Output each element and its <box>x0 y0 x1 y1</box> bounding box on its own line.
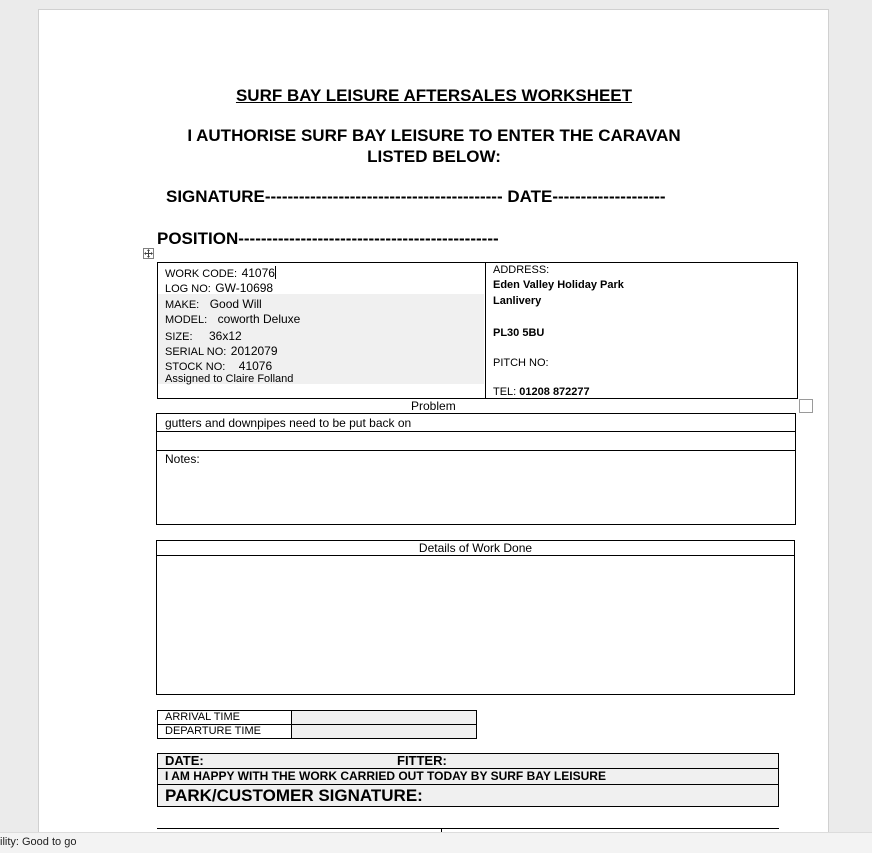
size-label: SIZE: <box>165 331 193 343</box>
serial-label: SERIAL NO: <box>165 346 227 358</box>
authorisation-line-2: LISTED BELOW: <box>367 147 501 166</box>
address-postcode[interactable]: PL30 5BU <box>493 327 545 339</box>
text-cursor <box>275 266 276 279</box>
problem-row-divider-2 <box>156 450 796 451</box>
telephone-value: 01208 872277 <box>519 386 590 398</box>
signoff-date-label[interactable]: DATE: <box>165 753 204 768</box>
work-code-value: 41076 <box>241 266 275 280</box>
work-done-header: Details of Work Done <box>418 541 533 555</box>
pitch-no-label[interactable]: PITCH NO: <box>493 357 549 369</box>
departure-time-label: DEPARTURE TIME <box>165 725 261 737</box>
work-code-label: WORK CODE: <box>165 268 238 280</box>
arrival-time-label: ARRIVAL TIME <box>165 711 240 723</box>
notes-label[interactable]: Notes: <box>165 452 200 466</box>
address-line-2[interactable]: Lanlivery <box>493 295 542 307</box>
authorisation-statement <box>0 125 868 167</box>
model-field[interactable] <box>165 310 300 328</box>
work-done-body[interactable] <box>157 556 794 694</box>
signature-date-line[interactable]: SIGNATURE------------------------------------------ DATE-------------------- <box>166 187 666 206</box>
model-label: MODEL: <box>165 314 208 326</box>
size-value: 36x12 <box>208 329 242 343</box>
serial-value: 2012079 <box>230 344 278 358</box>
problem-extra-row[interactable] <box>156 432 796 450</box>
make-value: Good Will <box>209 297 262 311</box>
move-arrows-icon[interactable] <box>143 248 154 259</box>
status-bar <box>0 832 872 853</box>
move-arrows-glyph <box>144 249 153 258</box>
problem-description[interactable]: gutters and downpipes need to be put back on <box>165 416 412 430</box>
next-table-top-border <box>157 828 779 829</box>
problem-header: Problem <box>411 399 456 413</box>
authorisation-line-1: I AUTHORISE SURF BAY LEISURE TO ENTER THE CARAVAN <box>187 126 681 145</box>
address-line-1[interactable]: Eden Valley Holiday Park <box>493 279 624 291</box>
make-label: MAKE: <box>165 299 200 311</box>
departure-time-value[interactable] <box>292 725 476 738</box>
log-no-label: LOG NO: <box>165 283 211 295</box>
stock-value: 41076 <box>238 359 273 373</box>
position-line[interactable]: POSITION---------------------------------------------- <box>157 229 499 248</box>
customer-signature-label[interactable]: PARK/CUSTOMER SIGNATURE: <box>165 786 423 805</box>
telephone-label: TEL: <box>493 386 517 398</box>
stock-label: STOCK NO: <box>165 361 226 373</box>
resize-square-icon[interactable] <box>799 399 813 413</box>
happy-statement: I AM HAPPY WITH THE WORK CARRIED OUT TODAY BY SURF BAY LEISURE <box>165 769 606 783</box>
telephone-field[interactable] <box>493 386 590 398</box>
log-no-value: GW-10698 <box>215 281 274 295</box>
signoff-row-divider-2 <box>157 784 779 785</box>
signoff-fitter-label[interactable]: FITTER: <box>397 753 447 768</box>
model-value: coworth Deluxe <box>217 312 301 326</box>
worksheet-title: SURF BAY LEISURE AFTERSALES WORKSHEET <box>235 86 633 105</box>
accessibility-status[interactable]: ility: Good to go <box>0 836 77 848</box>
assigned-to-text[interactable]: Assigned to Claire Folland <box>165 373 294 385</box>
address-label: ADDRESS: <box>493 264 550 276</box>
info-table-divider <box>485 262 486 399</box>
arrival-time-value[interactable] <box>292 711 476 724</box>
